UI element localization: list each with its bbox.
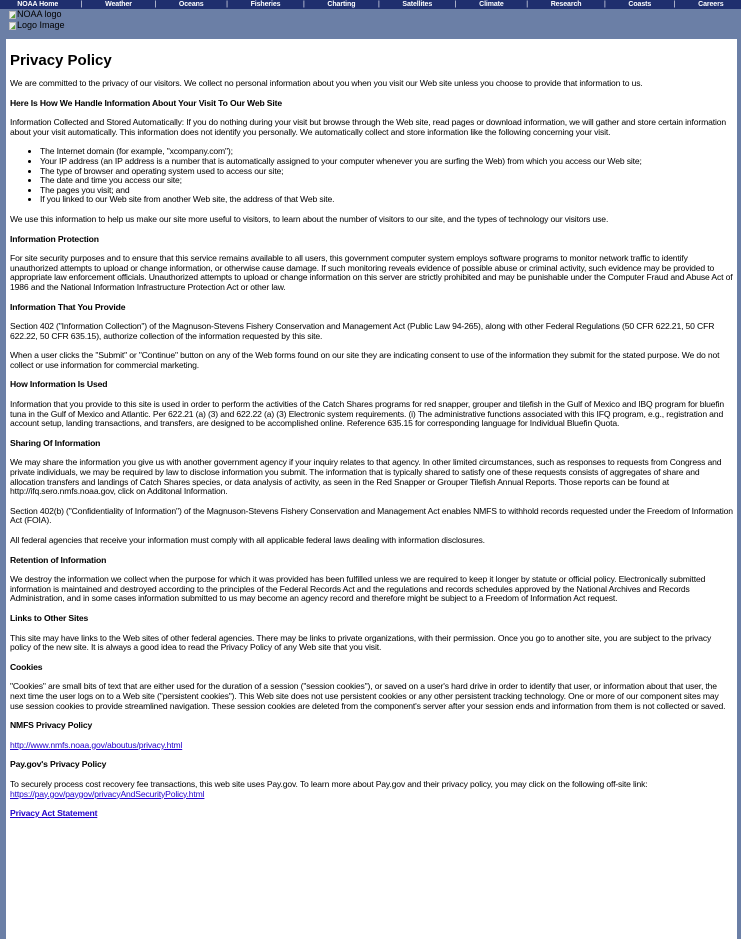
broken-image-icon <box>9 22 16 30</box>
section-heading: NMFS Privacy Policy <box>10 720 93 731</box>
nav-separator: | <box>377 1 380 8</box>
paragraph: When a user clicks the "Submit" or "Continue" button on any of the Web forms found on our site they are indicating consent to use of the information they submit for the stated purpose. We do not collect or use information for commercial marketing. <box>10 350 720 370</box>
section-heading: Pay.gov's Privacy Policy <box>10 759 107 770</box>
paragraph: We destroy the information we collect when the purpose for which it was provided has been fulfilled unless we are required to keep it longer by statute or official policy. Electronically submitted information is maintained and destroyed according to the principles of the Federal Records Act and the regulations and records schedules approved by the National Archives and Records Administration, and in some cases information submitted to us may become an agency record and therefore might be subject to a Freedom of Information Act request. <box>10 574 706 604</box>
paragraph: Section 402 ("Information Collection") of the Magnuson-Stevens Fishery Conservation and Management Act (Public Law 94-265), along with other Federal Regulations (50 CFR 622.21, 50 CFR 622.22, 50 CFR 635.15), authorize collection of the information requested by this site. <box>10 321 715 341</box>
section-heading: Information Protection <box>10 233 99 244</box>
logo-banner <box>0 9 741 38</box>
paygov-privacy-link[interactable]: https://pay.gov/paygov/privacyAndSecurityPolicy.html <box>10 788 205 799</box>
paragraph: We use this information to help us make our site more useful to visitors, to learn about the number of visitors to our site, and the types of technology our visitors use. <box>10 213 609 224</box>
paragraph: For site security purposes and to ensure that this service remains available to all users, this government computer system employs software programs to monitor network traffic to identify unauthorized attempts to upload or change information, or otherwise cause damage. If such monitoring reveals evidence of possible abuse or criminal activity, such evidence may be provided to appropriate law enforcement officials. Unauthorized attempts to upload or change information on this server are strictly prohibited and may be punishable under the Computer Fraud and Abuse Act of 1986 and the National Information Infrastructure Protection Act or other law. <box>10 253 733 292</box>
nmfs-privacy-link[interactable]: http://www.nmfs.noaa.gov/aboutus/privacy.html <box>10 739 183 750</box>
section-heading: Information That You Provide <box>10 301 126 312</box>
nav-fisheries[interactable]: Fisheries <box>250 1 281 8</box>
nav-separator: | <box>454 1 457 8</box>
main-content <box>6 39 737 939</box>
list-item: • The type of browser and operating system used to access our site; <box>40 167 733 177</box>
paragraph: To securely process cost recovery fee transactions, this web site uses Pay.gov. To learn more about Pay.gov and their privacy policy, you may click on the following off-site link: <box>10 778 648 789</box>
list-item: • The Internet domain (for example, "xcompany.com"); <box>40 147 733 157</box>
nav-separator: | <box>526 1 529 8</box>
nav-separator: | <box>154 1 157 8</box>
page-title: Privacy Policy <box>10 52 112 69</box>
list-item: • Your IP address (an IP address is a number that is automatically assigned to your computer whenever you are surfing the Web) from which you access our Web site; <box>40 157 733 167</box>
nav-charting[interactable]: Charting <box>327 1 356 8</box>
section-heading: Retention of Information <box>10 554 107 565</box>
paragraph: All federal agencies that receive your information must comply with all applicable federal laws dealing with information disclosures. <box>10 535 485 545</box>
collected-info-list <box>10 147 733 205</box>
section-heading: Links to Other Sites <box>10 612 89 623</box>
nav-careers[interactable]: Careers <box>698 1 724 8</box>
paragraph: This site may have links to the Web sites of other federal agencies. There may be links to private organizations, with their permission. Once you go to another site, you are subject to the privacy policy of the new site. It is always a good idea to read the Privacy Policy of any Web site that you visit. <box>10 632 712 653</box>
paragraph: Information that you provide to this site is used in order to perform the activities of the Catch Shares programs for red snapper, grouper and tilefish in the Gulf of Mexico and IBQ program for bluefin tuna in the Gulf of Mexico and Atlantic. Per 622.21 (a) (3) and 622.22 (a) (3) Electronic system requirements. (i) The administrative functions associated with this IFQ program, e.g., registration and account setup, landing transactions, and transfers, are designed to be accomplished online. Reference 635.15 for corresponding language for Individual Bluefin Quota. <box>10 399 725 429</box>
noaa-logo-alt: NOAA logo <box>17 9 62 19</box>
nav-separator: | <box>80 1 83 8</box>
section-heading: Here Is How We Handle Information About Your Visit To Our Web Site <box>10 97 282 108</box>
nav-separator: | <box>303 1 305 8</box>
section-heading: Cookies <box>10 661 43 672</box>
section-heading: Sharing Of Information <box>10 437 101 448</box>
nav-noaa-home[interactable]: NOAA Home <box>17 1 59 8</box>
nav-research[interactable]: Research <box>550 1 582 8</box>
logo-image <box>9 20 741 31</box>
section-heading: How Information Is Used <box>10 379 108 390</box>
paragraph: Section 402(b) ("Confidentiality of Information") of the Magnuson-Stevens Fishery Conservation and Management Act enables NMFS to withhold records requested under the Freedom of Information Act (FOIA). <box>10 505 733 526</box>
list-item: • The date and time you access our site; <box>40 176 733 186</box>
nav-weather[interactable]: Weather <box>105 1 132 8</box>
paragraph: "Cookies" are small bits of text that are either used for the duration of a session ("session cookies"), or saved on a user's hard drive in order to identify that user, or information about that user, the next time the user logs on to a Web site ("persistent cookies"). This Web site does not use persistent cookies or any other persistent tracking technology. One or more of our component sites may use session cookies to provide streamlined navigation. These session cookies are deleted from the component's server after your session ends and information from them is not collected or saved. <box>10 681 726 711</box>
nav-oceans[interactable]: Oceans <box>178 1 204 8</box>
list-item: • The pages you visit; and <box>40 186 733 196</box>
nav-separator: | <box>673 1 676 8</box>
nav-separator: | <box>226 1 228 8</box>
logo-image-alt: Logo Image <box>17 20 65 30</box>
nav-climate[interactable]: Climate <box>479 1 504 8</box>
intro-text: We are committed to the privacy of our visitors. We collect no personal information about you when you visit our Web site unless you choose to provide that information to us. <box>10 78 643 88</box>
broken-image-icon <box>9 11 16 19</box>
nav-coasts[interactable]: Coasts <box>628 1 652 8</box>
noaa-logo[interactable] <box>9 9 741 20</box>
paragraph: We may share the information you give us with another government agency if your inquiry relates to that agency. In other limited circumstances, such as responses to requests from Congress and private individuals, we may be required by law to disclose information you submit. The information that is typically shared to satisfy one of these requests consists of aggregates of share and allocation transfers and landings of Catch Shares species, or data analysis of activity, as seen in the Red Snapper or Grouper Tilefish Annual Reports. Those reports can be found at http://ifq.sero.nmfs.noaa.gov, click on Additonal Information. <box>10 457 722 497</box>
nav-separator: | <box>604 1 606 8</box>
paragraph: Information Collected and Stored Automatically: If you do nothing during your visit but browse through the Web site, read pages or download information, we will gather and store certain information about your visit automatically. This information does not identify you personally. We automatically collect and store information like the following concerning your visit. <box>10 117 726 137</box>
nav-satellites[interactable]: Satellites <box>402 1 433 8</box>
top-nav <box>0 0 741 9</box>
privacy-act-statement-link[interactable]: Privacy Act Statement <box>10 808 98 819</box>
list-item: • If you linked to our Web site from another Web site, the address of that Web site. <box>40 195 733 205</box>
